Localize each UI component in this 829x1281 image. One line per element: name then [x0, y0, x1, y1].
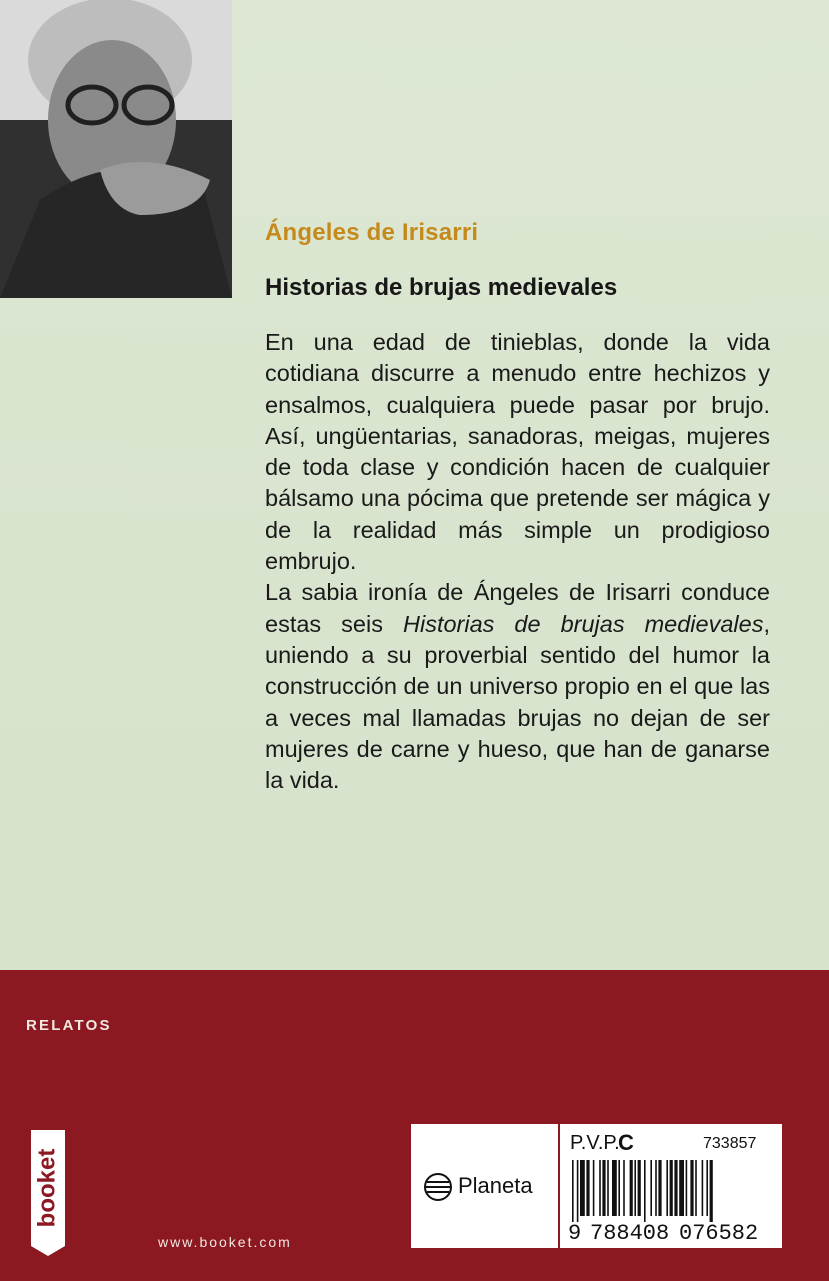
- price-code: C: [618, 1130, 634, 1155]
- barcode-bar: [679, 1160, 684, 1216]
- barcode-bar: [674, 1160, 677, 1216]
- book-synopsis: [265, 327, 770, 796]
- barcode-bar: [612, 1160, 617, 1216]
- barcode-bar: [599, 1160, 601, 1216]
- barcode-bar: [618, 1160, 620, 1216]
- barcode-bar: [658, 1160, 661, 1216]
- synopsis-title-mention: Historias de brujas medievales: [403, 610, 764, 637]
- barcode-bar: [638, 1160, 641, 1216]
- barcode-bar: [650, 1160, 652, 1216]
- synopsis-text-end: , uniendo a su proverbial sentido del humor la construcción de un universo propio en el que las a veces mal llamadas brujas no dejan de ser mujeres de carne y hueso, que han de ganarse la vida.: [265, 610, 770, 794]
- planeta-name: Planeta: [458, 1173, 533, 1198]
- barcode-bar: [706, 1160, 708, 1216]
- isbn-barcode: [570, 1160, 775, 1222]
- isbn-right-group: 076582: [679, 1221, 759, 1246]
- price-barcode-box: [560, 1124, 782, 1248]
- isbn-first-digit: 9: [568, 1221, 582, 1246]
- barcode-bar: [580, 1160, 585, 1216]
- barcode-bar: [666, 1160, 668, 1216]
- barcode-bar: [710, 1160, 713, 1222]
- barcode-bar: [630, 1160, 633, 1216]
- barcode-bar: [634, 1160, 636, 1216]
- author-name: Ángeles de Irisarri: [265, 219, 479, 246]
- publisher-website: www.booket.com: [158, 1234, 292, 1250]
- planeta-globe-icon: [423, 1172, 453, 1202]
- isbn-left-group: 788408: [590, 1221, 670, 1246]
- barcode-bar: [586, 1160, 589, 1216]
- collection-label: RELATOS: [26, 1017, 112, 1034]
- barcode-bar: [602, 1160, 605, 1216]
- planeta-logo-box: [411, 1124, 558, 1248]
- barcode-bar: [577, 1160, 579, 1222]
- author-photo: [0, 0, 232, 298]
- synopsis-paragraph-2: [265, 577, 770, 796]
- booket-logo: [27, 1128, 69, 1258]
- pvp-label: P.V.P.: [570, 1132, 620, 1154]
- barcode-bar: [593, 1160, 595, 1216]
- barcode-bar: [695, 1160, 697, 1216]
- synopsis-paragraph-1: En una edad de tinieblas, donde la vida cotidiana discurre a menudo entre hechizos y ensalmos, cualquiera puede pasar por brujo. Así, ungüentarias, sanadoras, meigas, mujeres de toda clase y condición hacen de cualquier bálsamo una pócima que pretende ser mágica y de la realidad más simple un prodigioso embrujo.: [265, 329, 770, 575]
- booket-logo-text: booket: [33, 1148, 61, 1228]
- synopsis-text: La sabia ironía de Ángeles de Irisarri conduce estas seis: [265, 579, 770, 637]
- barcode-bar: [623, 1160, 625, 1216]
- barcode-bar: [670, 1160, 673, 1216]
- barcode-bar: [690, 1160, 693, 1216]
- barcode-bar: [702, 1160, 704, 1216]
- barcode-bar: [572, 1160, 574, 1222]
- barcode-bar: [607, 1160, 609, 1216]
- barcode-bar: [655, 1160, 657, 1216]
- product-code: 733857: [703, 1135, 757, 1152]
- barcode-bar: [644, 1160, 646, 1222]
- barcode-bar: [686, 1160, 688, 1216]
- book-title: Historias de brujas medievales: [265, 274, 618, 301]
